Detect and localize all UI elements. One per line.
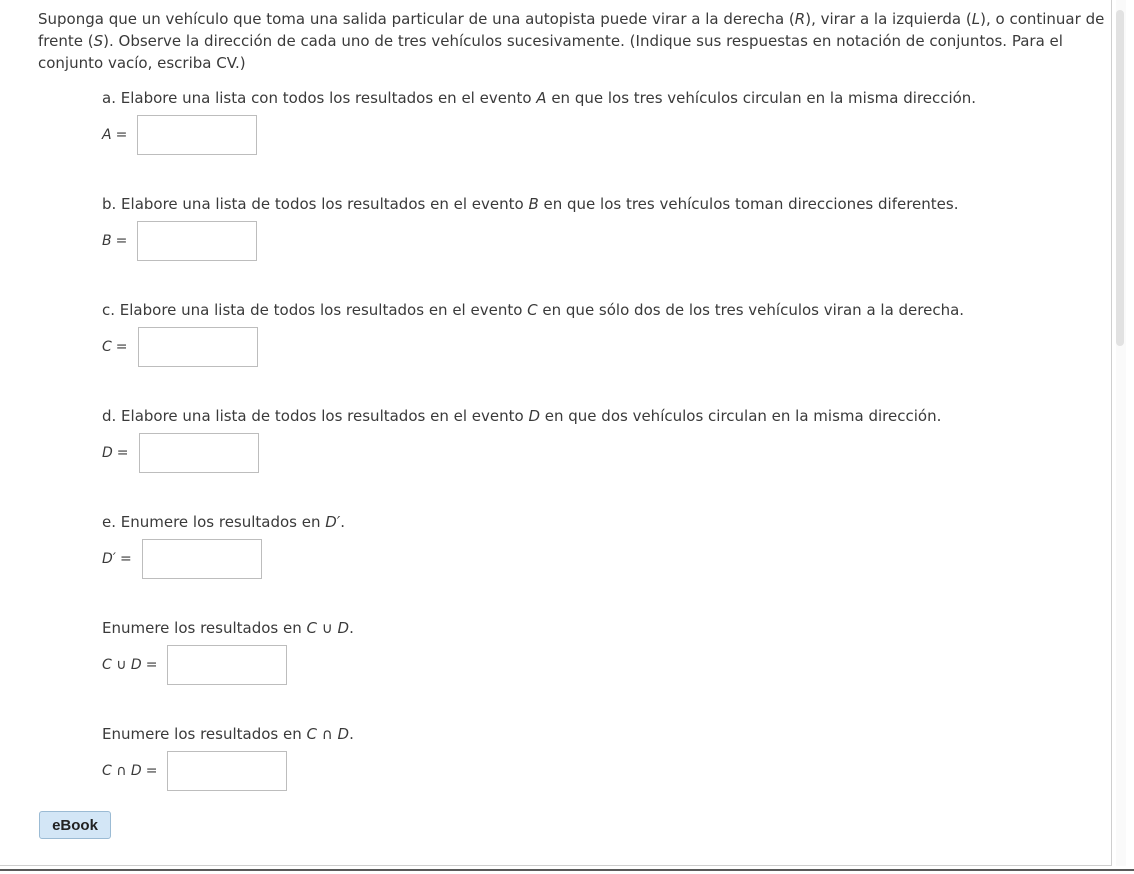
part-a-label: a. Elabore una lista con todos los resultados en el evento A en que los tres vehículos circulan en la misma dirección. [102,89,977,107]
ebook-button[interactable]: eBook [39,811,111,839]
answer-variable: C ∩ D [102,763,142,779]
equals-sign: = [115,127,128,143]
answer-input-d[interactable] [139,433,259,473]
answer-variable: D [102,445,113,461]
question-intro: Suponga que un vehículo que toma una salida particular de una autopista puede virar a la derecha (R), virar a la izquierda (L), o continuar de frente (S). Observe la dirección de cada uno de tres vehículos sucesivamente. (Indique sus respuestas en notación de conjuntos. Para el conjunto vacío, escriba CV.) [38,10,1105,72]
answer-variable: C ∪ D [102,657,142,673]
equals-sign: = [145,763,158,779]
part-d-label: d. Elabore una lista de todos los resultados en el evento D en que dos vehículos circulan en la misma dirección. [102,407,942,425]
part-b-answer [102,220,257,262]
equals-sign: = [115,339,128,355]
part-intersection-answer [102,750,287,792]
scrollbar-thumb[interactable] [1116,10,1124,346]
part-c-label: c. Elabore una lista de todos los resultados en el evento C en que sólo dos de los tres vehículos viran a la derecha. [102,301,965,319]
answer-variable: C [102,339,112,355]
answer-variable: B [102,233,112,249]
equals-sign: = [145,657,158,673]
part-a-answer [102,114,257,156]
equals-sign: = [115,233,128,249]
part-e-label: e. Enumere los resultados en D′. [102,513,346,531]
part-intersection-label: Enumere los resultados en C ∩ D. [102,725,354,743]
equals-sign: = [116,445,129,461]
part-union-answer [102,644,287,686]
answer-input-c-union-d[interactable] [167,645,287,685]
equals-sign: = [119,551,132,567]
answer-variable: A [102,127,112,143]
part-union-label: Enumere los resultados en C ∪ D. [102,619,354,637]
part-d-answer [102,432,259,474]
answer-input-c-intersect-d[interactable] [167,751,287,791]
part-b-label: b. Elabore una lista de todos los resultados en el evento B en que los tres vehículos toman direcciones diferentes. [102,195,959,213]
answer-input-a[interactable] [137,115,257,155]
answer-variable: D′ [102,551,116,567]
part-c-answer [102,326,258,368]
bottom-divider [0,869,1134,871]
part-e-answer [102,538,262,580]
answer-input-d-complement[interactable] [142,539,262,579]
answer-input-c[interactable] [138,327,258,367]
answer-input-b[interactable] [137,221,257,261]
